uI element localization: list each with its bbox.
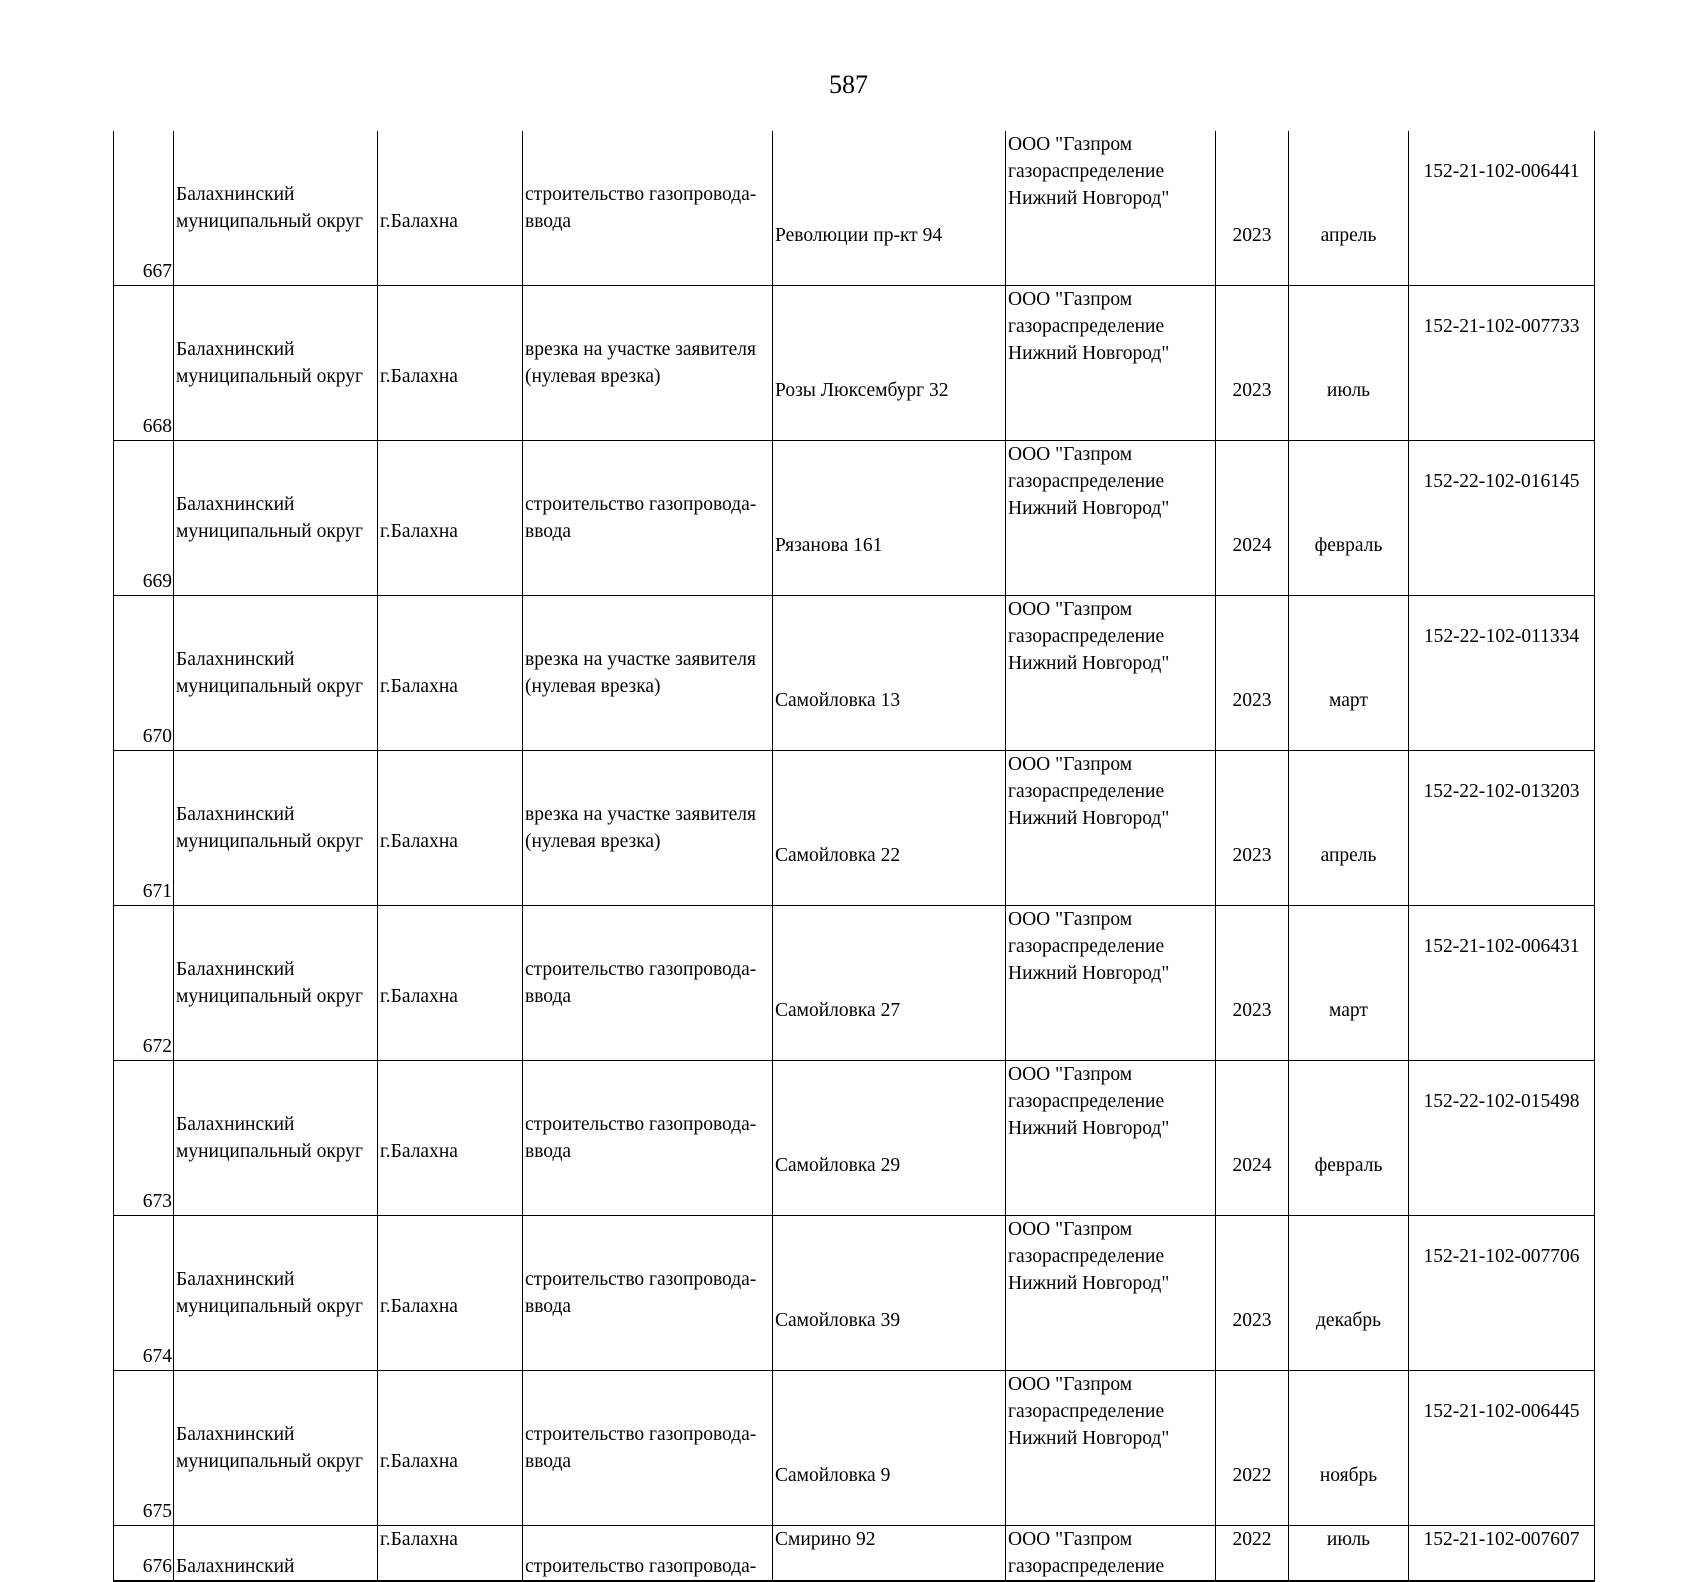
table-row bbox=[114, 1371, 1595, 1526]
address-cell: Самойловка 22 bbox=[773, 751, 1006, 906]
application-code-cell: 152-22-102-013203 bbox=[1409, 751, 1595, 906]
work-type-cell: строительство газопровода- ввода bbox=[523, 441, 773, 596]
month-cell: апрель bbox=[1289, 131, 1409, 286]
row-number: 675 bbox=[114, 1371, 174, 1526]
row-number: 672 bbox=[114, 906, 174, 1061]
organization-cell: ООО "Газпром газораспределение bbox=[1006, 1526, 1216, 1582]
month-cell: декабрь bbox=[1289, 1216, 1409, 1371]
city-cell: г.Балахна bbox=[378, 596, 523, 751]
table-row bbox=[114, 906, 1595, 1061]
month-cell: апрель bbox=[1289, 751, 1409, 906]
work-type-cell: строительство газопровода- ввода bbox=[523, 1371, 773, 1526]
city-cell: г.Балахна bbox=[378, 131, 523, 286]
address-cell: Смирино 92 bbox=[773, 1526, 1006, 1582]
city-cell: г.Балахна bbox=[378, 1216, 523, 1371]
organization-cell: ООО "Газпром газораспределение Нижний Новгород" bbox=[1006, 1061, 1216, 1216]
address-cell: Революции пр-кт 94 bbox=[773, 131, 1006, 286]
year-cell: 2022 bbox=[1216, 1526, 1289, 1582]
table-row bbox=[114, 1216, 1595, 1371]
district-cell: Балахнинский муниципальный округ bbox=[174, 286, 378, 441]
row-number: 668 bbox=[114, 286, 174, 441]
year-cell: 2023 bbox=[1216, 906, 1289, 1061]
city-cell: г.Балахна bbox=[378, 286, 523, 441]
address-cell: Самойловка 29 bbox=[773, 1061, 1006, 1216]
district-cell: Балахнинский муниципальный округ bbox=[174, 751, 378, 906]
organization-cell: ООО "Газпром газораспределение Нижний Новгород" bbox=[1006, 596, 1216, 751]
work-type-cell: врезка на участке заявителя (нулевая врезка) bbox=[523, 596, 773, 751]
row-number: 667 bbox=[114, 131, 174, 286]
page-number: 587 bbox=[829, 70, 868, 99]
city-cell: г.Балахна bbox=[378, 751, 523, 906]
table-row bbox=[114, 1526, 1595, 1582]
application-code-cell: 152-21-102-006445 bbox=[1409, 1371, 1595, 1526]
organization-cell: ООО "Газпром газораспределение Нижний Новгород" bbox=[1006, 441, 1216, 596]
row-number: 673 bbox=[114, 1061, 174, 1216]
organization-cell: ООО "Газпром газораспределение Нижний Новгород" bbox=[1006, 1216, 1216, 1371]
work-type-cell: врезка на участке заявителя (нулевая врезка) bbox=[523, 286, 773, 441]
table-row bbox=[114, 751, 1595, 906]
month-cell: март bbox=[1289, 906, 1409, 1061]
district-cell: Балахнинский муниципальный округ bbox=[174, 1061, 378, 1216]
year-cell: 2023 bbox=[1216, 131, 1289, 286]
district-cell: Балахнинский муниципальный округ bbox=[174, 596, 378, 751]
year-cell: 2023 bbox=[1216, 1216, 1289, 1371]
organization-cell: ООО "Газпром газораспределение Нижний Новгород" bbox=[1006, 751, 1216, 906]
application-code-cell: 152-21-102-007706 bbox=[1409, 1216, 1595, 1371]
address-cell: Рязанова 161 bbox=[773, 441, 1006, 596]
district-cell: Балахнинский муниципальный округ bbox=[174, 1216, 378, 1371]
year-cell: 2024 bbox=[1216, 441, 1289, 596]
city-cell: г.Балахна bbox=[378, 1061, 523, 1216]
address-cell: Самойловка 27 bbox=[773, 906, 1006, 1061]
row-number: 671 bbox=[114, 751, 174, 906]
table-row bbox=[114, 441, 1595, 596]
district-cell: Балахнинский муниципальный округ bbox=[174, 1371, 378, 1526]
table-row bbox=[114, 286, 1595, 441]
city-cell: г.Балахна bbox=[378, 906, 523, 1061]
work-type-cell: строительство газопровода- ввода bbox=[523, 1061, 773, 1216]
gasification-table bbox=[113, 131, 1595, 1582]
month-cell: февраль bbox=[1289, 441, 1409, 596]
city-cell: г.Балахна bbox=[378, 1526, 523, 1582]
row-number: 669 bbox=[114, 441, 174, 596]
application-code-cell: 152-21-102-007607 bbox=[1409, 1526, 1595, 1582]
organization-cell: ООО "Газпром газораспределение Нижний Новгород" bbox=[1006, 286, 1216, 441]
work-type-cell: строительство газопровода- ввода bbox=[523, 906, 773, 1061]
application-code-cell: 152-21-102-007733 bbox=[1409, 286, 1595, 441]
work-type-cell: строительство газопровода- bbox=[523, 1526, 773, 1582]
district-cell: Балахнинский муниципальный округ bbox=[174, 906, 378, 1061]
city-cell: г.Балахна bbox=[378, 441, 523, 596]
month-cell: июль bbox=[1289, 286, 1409, 441]
organization-cell: ООО "Газпром газораспределение Нижний Новгород" bbox=[1006, 1371, 1216, 1526]
address-cell: Самойловка 13 bbox=[773, 596, 1006, 751]
district-cell: Балахнинский муниципальный округ bbox=[174, 131, 378, 286]
month-cell: март bbox=[1289, 596, 1409, 751]
work-type-cell: строительство газопровода- ввода bbox=[523, 1216, 773, 1371]
application-code-cell: 152-22-102-011334 bbox=[1409, 596, 1595, 751]
table-row bbox=[114, 1061, 1595, 1216]
application-code-cell: 152-22-102-015498 bbox=[1409, 1061, 1595, 1216]
organization-cell: ООО "Газпром газораспределение Нижний Новгород" bbox=[1006, 131, 1216, 286]
row-number: 676 bbox=[114, 1526, 174, 1582]
month-cell: ноябрь bbox=[1289, 1371, 1409, 1526]
work-type-cell: врезка на участке заявителя (нулевая врезка) bbox=[523, 751, 773, 906]
year-cell: 2023 bbox=[1216, 596, 1289, 751]
row-number: 670 bbox=[114, 596, 174, 751]
address-cell: Самойловка 39 bbox=[773, 1216, 1006, 1371]
row-number: 674 bbox=[114, 1216, 174, 1371]
address-cell: Самойловка 9 bbox=[773, 1371, 1006, 1526]
district-cell: Балахнинский bbox=[174, 1526, 378, 1582]
organization-cell: ООО "Газпром газораспределение Нижний Новгород" bbox=[1006, 906, 1216, 1061]
district-cell: Балахнинский муниципальный округ bbox=[174, 441, 378, 596]
application-code-cell: 152-21-102-006441 bbox=[1409, 131, 1595, 286]
year-cell: 2022 bbox=[1216, 1371, 1289, 1526]
city-cell: г.Балахна bbox=[378, 1371, 523, 1526]
work-type-cell: строительство газопровода- ввода bbox=[523, 131, 773, 286]
year-cell: 2023 bbox=[1216, 286, 1289, 441]
table-row bbox=[114, 596, 1595, 751]
year-cell: 2024 bbox=[1216, 1061, 1289, 1216]
application-code-cell: 152-21-102-006431 bbox=[1409, 906, 1595, 1061]
address-cell: Розы Люксембург 32 bbox=[773, 286, 1006, 441]
year-cell: 2023 bbox=[1216, 751, 1289, 906]
month-cell: февраль bbox=[1289, 1061, 1409, 1216]
application-code-cell: 152-22-102-016145 bbox=[1409, 441, 1595, 596]
table-row bbox=[114, 131, 1595, 286]
month-cell: июль bbox=[1289, 1526, 1409, 1582]
